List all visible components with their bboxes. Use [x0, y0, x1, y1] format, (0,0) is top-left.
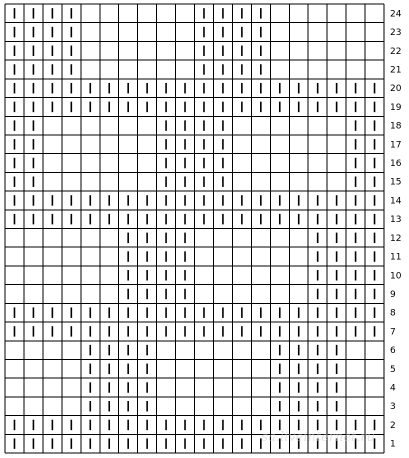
- row-number-label: 22: [390, 46, 402, 57]
- row-number-label: 5: [390, 364, 396, 375]
- row-number-label: 17: [390, 140, 402, 151]
- row-number-label: 14: [390, 196, 402, 207]
- watermark: sa.liveinternet.ru: [261, 430, 375, 445]
- row-number-label: 21: [390, 65, 402, 76]
- chart-grid: [5, 4, 384, 453]
- row-number-label: 7: [390, 327, 396, 338]
- row-number-label: 13: [390, 215, 402, 226]
- row-number-label: 2: [390, 420, 396, 431]
- row-number-label: 9: [390, 289, 396, 300]
- row-number-label: 10: [390, 271, 402, 282]
- row-number-label: 11: [390, 252, 402, 263]
- row-number-label: 12: [390, 233, 402, 244]
- row-number-label: 24: [390, 9, 402, 20]
- row-number-label: 1: [390, 439, 396, 450]
- row-number-label: 16: [390, 159, 402, 170]
- row-number-label: 4: [390, 383, 396, 394]
- row-labels: [390, 9, 402, 449]
- row-number-label: 8: [390, 308, 396, 319]
- row-number-label: 3: [390, 402, 396, 413]
- row-number-label: 23: [390, 28, 402, 39]
- row-number-label: 15: [390, 177, 402, 188]
- row-number-label: 6: [390, 346, 396, 357]
- row-number-label: 20: [390, 84, 402, 95]
- row-number-label: 18: [390, 121, 402, 132]
- row-number-label: 19: [390, 102, 402, 113]
